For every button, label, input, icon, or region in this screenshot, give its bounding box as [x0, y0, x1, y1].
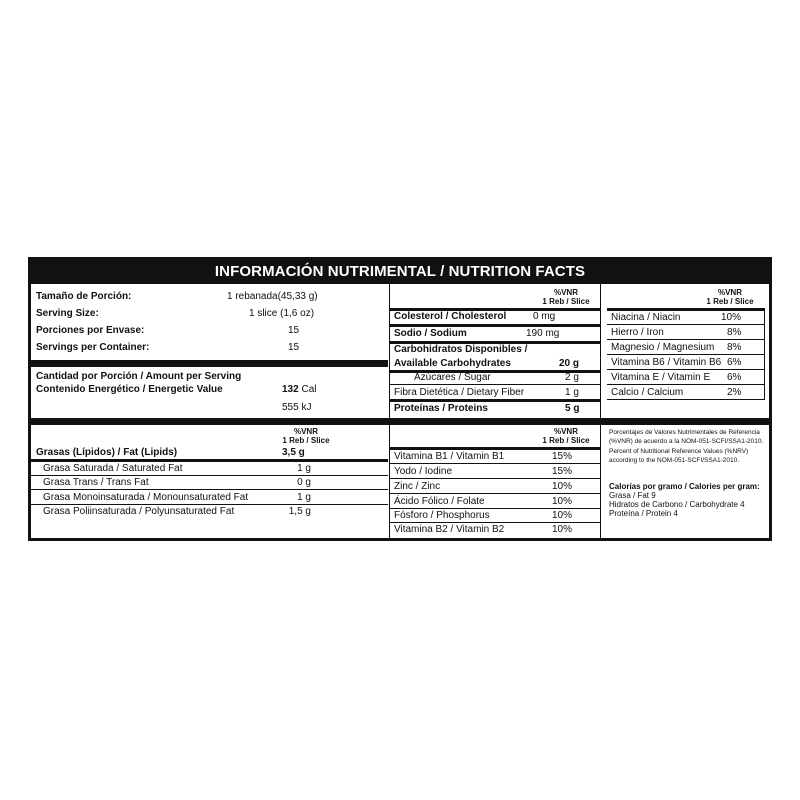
vitamin-row-right — [607, 356, 765, 369]
calories-per-gram-line: Hidratos de Carbono / Carbohydrate 4 — [609, 500, 745, 509]
vitamin-right-label: Calcio / Calcium — [611, 387, 684, 398]
fat-row-label: Grasa Poliinsaturada / Polyunsaturated Fat — [43, 506, 235, 517]
vitamin-row — [390, 523, 600, 536]
vitamin-row-right — [607, 371, 765, 384]
fat-row-label: Grasa Saturada / Saturated Fat — [43, 463, 183, 474]
cholesterol-value: 0 mg — [533, 311, 556, 322]
fiber-value: 1 g — [565, 387, 579, 398]
serving-value-1: 1 slice (1,6 oz) — [249, 308, 315, 319]
vitamin-right-pct: 8% — [727, 342, 742, 353]
mid-divider — [390, 399, 600, 402]
fat-row — [31, 476, 388, 489]
vitamin-right-pct: 10% — [721, 312, 742, 323]
vitamin-row-right — [607, 311, 765, 324]
vitamin-right-label: Vitamina B6 / Vitamin B6 — [611, 357, 722, 368]
vitamin-right-pct: 8% — [727, 327, 742, 338]
vnr-reb-header-left: 1 Reb / Slice — [282, 436, 330, 445]
nutrition-facts-title: INFORMACIÓN NUTRIMENTAL / NUTRITION FACTS — [31, 260, 769, 284]
vitamin-pct: 10% — [552, 496, 573, 507]
vitamin-right-pct: 6% — [727, 372, 742, 383]
row-divider — [607, 384, 765, 385]
protein-label: Proteínas / Proteins — [394, 403, 488, 414]
vitamin-row-right — [607, 326, 765, 339]
vnr-reb-header-mid: 1 Reb / Slice — [542, 297, 590, 306]
energy-kj: 555 kJ — [282, 402, 312, 413]
fat-row-label: Grasa Trans / Trans Fat — [43, 477, 149, 488]
vitamin-label: Vitamina B1 / Vitamin B1 — [394, 451, 505, 462]
vnr-reb-header-right: 1 Reb / Slice — [706, 297, 754, 306]
vitamin-pct: 10% — [552, 510, 573, 521]
fat-row-value: 1 g — [297, 463, 311, 474]
serving-value-0: 1 rebanada(45,33 g) — [227, 291, 318, 302]
row-divider — [390, 463, 600, 464]
vitamin-row — [390, 465, 600, 478]
sugar-value: 2 g — [565, 372, 579, 383]
fat-row — [31, 462, 388, 475]
vitamin-row-right — [607, 386, 765, 399]
energy-label: Contenido Energético / Energetic Value — [36, 384, 223, 395]
serving-label-1: Serving Size: — [36, 308, 99, 319]
row-divider — [390, 493, 600, 494]
serving-label-3: Servings per Container: — [36, 342, 150, 353]
vnr-pct-header-left: %VNR — [293, 427, 318, 436]
row-divider — [607, 369, 765, 370]
vitamin-pct: 15% — [552, 451, 573, 462]
carbs-label-1: Carbohidratos Disponibles / — [394, 344, 528, 355]
vitamin-right-pct: 6% — [727, 357, 742, 368]
vitamin-row — [390, 495, 600, 508]
fat-row-value: 0 g — [297, 477, 311, 488]
sodium-label: Sodio / Sodium — [394, 328, 467, 339]
energy-cal-number: 132 — [282, 384, 299, 395]
fat-row-label: Grasa Monoinsaturada / Monounsaturated Fat — [43, 492, 249, 503]
calories-per-gram-line: Proteína / Protein 4 — [609, 509, 678, 518]
fat-total-value: 3,5 g — [282, 447, 305, 458]
calories-per-gram-title: Calorías por gramo / Calories per gram: — [609, 482, 760, 491]
cholesterol-label: Colesterol / Cholesterol — [394, 311, 507, 322]
vitamin-right-label: Magnesio / Magnesium — [611, 342, 715, 353]
protein-value: 5 g — [565, 403, 580, 414]
vitamin-label: Yodo / Iodine — [394, 466, 453, 477]
vnr-reb-header-mid2: 1 Reb / Slice — [542, 436, 590, 445]
nutrition-facts-panel — [28, 257, 772, 541]
row-divider — [31, 489, 388, 490]
fiber-label: Fibra Dietética / Dietary Fiber — [394, 387, 525, 398]
fat-row-value: 1,5 g — [288, 506, 311, 517]
row-divider — [390, 478, 600, 479]
fat-row — [31, 505, 388, 518]
row-divider — [607, 324, 765, 325]
vnr-pct-header-mid: %VNR — [553, 288, 578, 297]
vitamin-label: Vitamina B2 / Vitamin B2 — [394, 524, 505, 535]
serving-label-0: Tamaño de Porción: — [36, 291, 132, 302]
fat-row-value: 1 g — [297, 492, 311, 503]
fat-total-label: Grasas (Lípidos) / Fat (Lipids) — [36, 447, 178, 458]
footnote-line: (%VNR) de acuerdo a la NOM-051-SCFI/SSA1-2010. — [609, 438, 764, 445]
carbs-label-2: Available Carbohydrates — [394, 358, 511, 369]
vnr-pct-header-mid2: %VNR — [553, 427, 578, 436]
right-bottom-divider — [607, 399, 765, 400]
vitamin-pct: 15% — [552, 466, 573, 477]
fat-row — [31, 491, 388, 504]
carbs-value: 20 g — [559, 358, 580, 369]
footnote-line: Porcentajes de Valores Nutrimentales de Referencia — [609, 429, 760, 436]
vitamin-row-right — [607, 341, 765, 354]
row-divider — [607, 339, 765, 340]
serving-label-2: Porciones por Envase: — [36, 325, 145, 336]
calories-per-gram-line: Grasa / Fat 9 — [609, 491, 656, 500]
vitamin-label: Fósforo / Phosphorus — [394, 510, 490, 521]
mid-divider — [390, 324, 600, 327]
footnote-line: according to the NOM-051-SCFI/SSA1-2010. — [609, 457, 740, 464]
vitamin-label: Ácido Fólico / Folate — [394, 496, 485, 507]
sodium-value: 190 mg — [526, 328, 560, 339]
vitamin-row — [390, 509, 600, 522]
vnr-pct-header-right: %VNR — [717, 288, 742, 297]
vitamin-pct: 10% — [552, 481, 573, 492]
row-divider — [607, 354, 765, 355]
mid-divider — [390, 384, 600, 385]
vitamin-right-pct: 2% — [727, 387, 742, 398]
vitamin-right-label: Hierro / Iron — [611, 327, 664, 338]
vitamin-pct: 10% — [552, 524, 573, 535]
energy-cal-unit: Cal — [301, 384, 317, 395]
footnote-line: Percent of Nutritional Reference Values (%NRV) — [609, 448, 749, 455]
vitamin-row — [390, 450, 600, 463]
sugar-label: Azúcares / Sugar — [414, 372, 491, 383]
column-divider-right — [600, 284, 601, 541]
divider-thick — [31, 360, 388, 367]
vitamin-right-label: Vitamina E / Vitamin E — [611, 372, 711, 383]
vitamin-row — [390, 480, 600, 493]
serving-value-2: 15 — [288, 325, 300, 336]
energy-cal — [282, 384, 316, 396]
divider-thick-full — [31, 418, 772, 425]
vitamin-right-label: Niacina / Niacin — [611, 312, 681, 323]
amount-per-serving: Cantidad por Porción / Amount per Serving — [36, 371, 242, 382]
serving-value-3: 15 — [288, 342, 300, 353]
vitamin-label: Zinc / Zinc — [394, 481, 441, 492]
